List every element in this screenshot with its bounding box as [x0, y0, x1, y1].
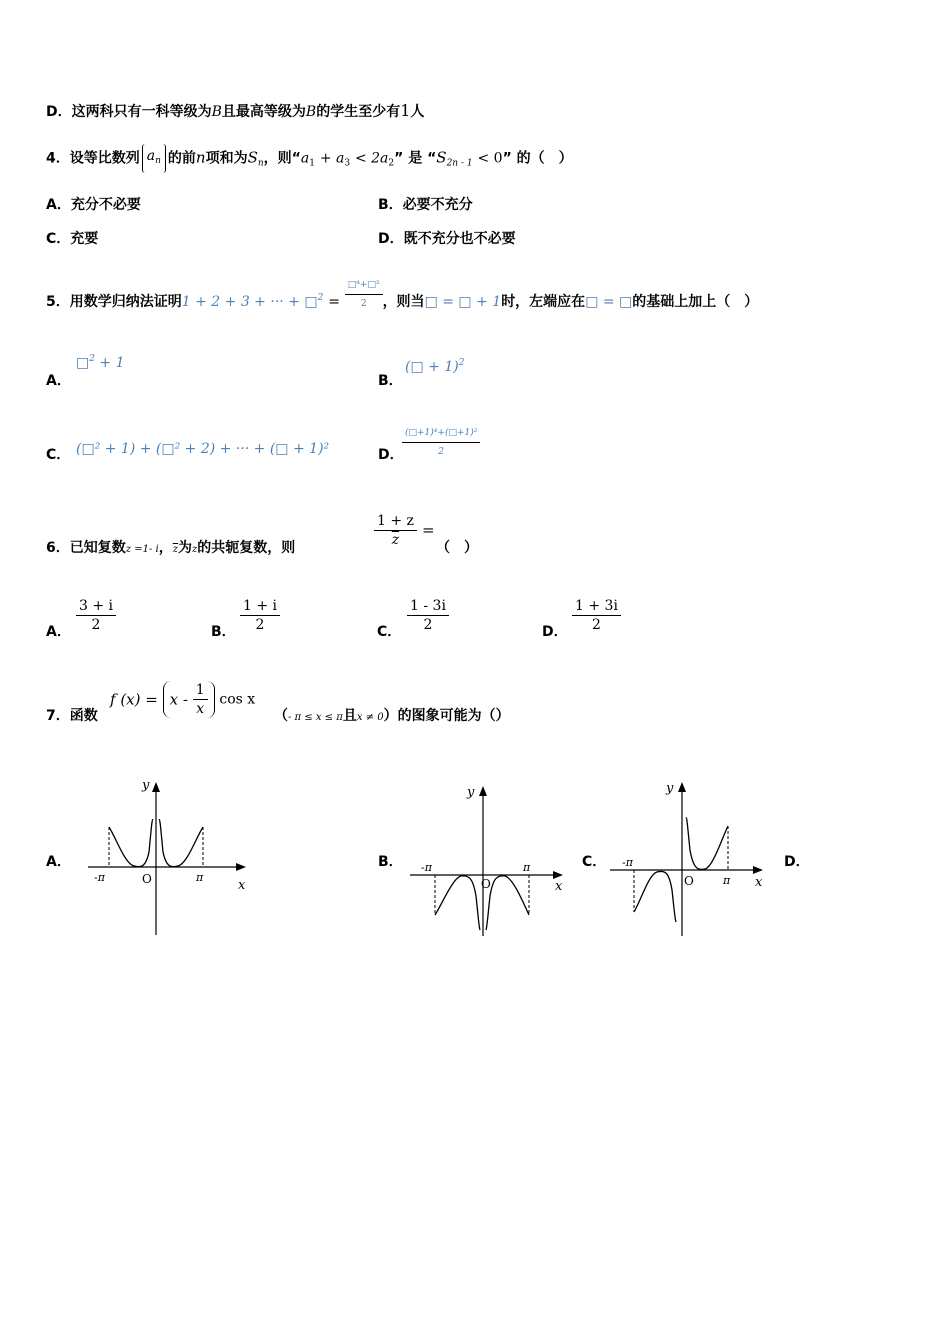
q5-opt-d-den: 2	[438, 447, 445, 457]
q6-sep: ，	[158, 540, 173, 556]
q5-lhs-text: 1 + 2 + 3 + ··· + □	[181, 294, 318, 310]
q4-cond-s-sub: 2n - 1	[446, 158, 473, 169]
q4-cond-a1-sub: 1	[309, 158, 315, 169]
graph-c-pos-pi: π	[723, 874, 731, 887]
q7-graph-a[interactable]	[80, 772, 260, 937]
q7-xden: x	[196, 701, 205, 717]
q7-x-minus: x -	[169, 690, 188, 709]
q3d-text-1: 这两科只有一科等级为	[71, 104, 212, 120]
q5-text-1: 用数学归纳法证明	[69, 294, 182, 310]
graph-b-x-label: x	[555, 879, 563, 894]
q7-option-a-label[interactable]: A．	[46, 854, 71, 870]
q5-number: 5．	[46, 294, 70, 310]
q4-lquote: “	[291, 150, 301, 167]
q6-f-num: 1 + z	[374, 512, 417, 531]
q6-zbar: $\overline{z}$	[172, 544, 178, 555]
q5-cond-1: □ = □ + 1	[424, 294, 502, 310]
q7-fx: f (x) =	[110, 690, 158, 709]
q7-function	[110, 681, 255, 718]
q6-opt-b-num: 1 + i	[240, 597, 280, 616]
q6-option-b-label[interactable]: B．	[211, 624, 236, 640]
q6-opt-b-den: 2	[255, 617, 265, 633]
q6-option-a[interactable]	[76, 597, 116, 634]
q3d-label: D．	[46, 104, 72, 120]
q4-text-5: 是	[408, 150, 423, 167]
q4-cond-s: S	[436, 148, 447, 167]
q5-option-c[interactable]: (□² + 1) + (□² + 2) + ··· + (□ + 1)²	[76, 441, 330, 457]
q7-one: 1	[193, 681, 208, 700]
q7-option-b-label[interactable]: B．	[378, 854, 403, 870]
q7-paren-group	[163, 681, 215, 718]
graph-a-curve-left	[109, 820, 153, 867]
graph-c-x-arrow	[753, 866, 763, 874]
q5-opt-a-sup: 2	[89, 354, 95, 364]
graph-c-y-arrow	[678, 782, 686, 792]
q5-option-b[interactable]	[405, 358, 464, 375]
q7-graph-c[interactable]	[605, 772, 775, 937]
q4-option-a[interactable]: A．充分不必要	[46, 197, 141, 213]
q6-option-d-label[interactable]: D．	[542, 624, 568, 640]
q6-opt-c-frac	[407, 597, 449, 634]
q4-seq-a: a	[146, 148, 156, 164]
q4-n: n	[195, 148, 206, 167]
graph-a-y-arrow	[152, 782, 160, 792]
q5-cond-2: □ = □	[585, 294, 633, 310]
q5-text-4: 的基础上加上（ ）	[632, 294, 759, 310]
graph-c-origin: O	[684, 874, 694, 888]
q4-lquote-2: “	[427, 150, 437, 167]
q7-condition	[274, 706, 510, 728]
q5-option-d-label[interactable]: D．	[378, 447, 404, 463]
graph-c-y-label: y	[666, 781, 674, 796]
q4-cond-lt0: < 0	[477, 150, 503, 167]
graph-b-y-arrow	[479, 786, 487, 796]
q5-opt-a-tail: + 1	[99, 355, 125, 371]
q4-rquote-2: ”	[502, 150, 512, 167]
graph-c-curve-left	[634, 871, 676, 922]
q5-option-a-label[interactable]: A．	[46, 373, 71, 389]
q6-text-2: 为	[177, 540, 192, 556]
q5-text-2: ，则当	[382, 294, 425, 310]
graph-b-pos-pi: π	[523, 861, 531, 874]
q5-equals: =	[328, 294, 340, 310]
q5-option-d[interactable]	[402, 424, 480, 461]
q6-z: z	[191, 544, 198, 555]
q6-fraction	[374, 512, 417, 549]
q4-rquote: ”	[394, 150, 404, 167]
q6-option-c-label[interactable]: C．	[377, 624, 402, 640]
q6-number: 6．	[46, 540, 70, 556]
graph-a-x-arrow	[236, 863, 246, 871]
q6-opt-a-den: 2	[91, 617, 101, 633]
q6-expression	[374, 512, 435, 549]
q4-text-4: ，则	[263, 150, 292, 167]
q3-option-d	[46, 101, 424, 122]
q7-range: - π ≤ x ≤ π	[288, 712, 343, 723]
q3d-text-2: 且最高等级为	[221, 104, 306, 120]
q7-cosx: cos x	[219, 691, 256, 708]
graph-a-neg-pi: -π	[94, 871, 105, 884]
q4-cond-2a2: < 2a	[354, 150, 389, 167]
q3d-count: 1	[400, 101, 411, 120]
graph-c-neg-pi: -π	[622, 856, 633, 869]
q5-opt-d-fraction	[402, 424, 480, 461]
graph-b-y-label: y	[467, 785, 475, 800]
q5-opt-b-sup: 2	[458, 358, 465, 368]
q3d-grade-b-1: B	[211, 104, 222, 120]
q7-number: 7．	[46, 708, 70, 724]
q4-number: 4．	[46, 150, 70, 167]
q6-opt-c-num: 1 - 3i	[407, 597, 449, 616]
q6-opt-a-num: 3 + i	[76, 597, 116, 616]
q4-text-3: 项和为	[205, 150, 248, 167]
graph-a-y-label: y	[142, 778, 150, 793]
graph-a-pos-pi: π	[196, 871, 204, 884]
q6-option-c[interactable]	[407, 597, 449, 634]
q5-opt-d-num: (□+1)⁴+(□+1)²	[402, 424, 480, 443]
q5-text-3: 时，左端应在	[501, 294, 586, 310]
q7-text-1: 函数	[69, 708, 98, 724]
q6-f-den: z	[391, 532, 400, 548]
q5-rhs-num: □⁴+□²	[345, 276, 383, 295]
q4-sequence	[142, 144, 166, 173]
q3d-text-4: 人	[410, 104, 425, 120]
q6-opt-b-frac	[240, 597, 280, 634]
graph-c-x-label: x	[755, 875, 763, 890]
graph-b-curve-left	[435, 876, 480, 930]
q6-option-d[interactable]	[572, 597, 621, 634]
q4-option-c[interactable]: C．充要	[46, 231, 99, 247]
q7-number-text	[46, 706, 98, 726]
q6-opt-d-frac	[572, 597, 621, 634]
q4-text-1: 设等比数列	[69, 150, 140, 167]
q7-option-c-label[interactable]: C．	[582, 854, 607, 870]
graph-b-origin: O	[481, 877, 491, 891]
q7-lparen: （	[274, 708, 288, 724]
q3d-grade-b-2: B	[305, 104, 317, 120]
q6-z-def: z =1- i	[125, 544, 159, 555]
q6-text-3: 的共轭复数，则	[197, 540, 296, 556]
q3d-text-3: 的学生至少有	[316, 104, 401, 120]
q4-cond-a3-sub: 3	[344, 158, 351, 169]
q6-option-b[interactable]	[240, 597, 280, 634]
q4-text-6: 的（ ）	[516, 150, 573, 167]
q4-cond-2a2-sub: 2	[388, 158, 395, 169]
q4-seq-sub: n	[155, 156, 161, 166]
q6-f-eq: =	[422, 521, 435, 539]
q4-s-sub: n	[257, 158, 264, 169]
q4-s: S	[247, 148, 258, 167]
graph-b-x-arrow	[553, 871, 563, 879]
graph-a-curve-right	[159, 820, 203, 867]
q7-one-over-x	[193, 681, 208, 718]
q7-text-2: ）的图象可能为（）	[383, 708, 510, 724]
q7-ne: x ≠ 0	[356, 712, 384, 723]
q4-stem	[46, 144, 573, 174]
q5-rhs-fraction	[345, 276, 383, 313]
q6-opt-d-den: 2	[592, 617, 601, 633]
q6-opt-c-den: 2	[423, 617, 433, 633]
q7-graph-b[interactable]	[405, 778, 575, 938]
q5-opt-a-base: □	[76, 355, 90, 371]
q4-text-2: 的前	[167, 150, 196, 167]
q5-lhs-sup: 2	[317, 293, 324, 303]
q4-option-b[interactable]: B．必要不充分	[378, 197, 473, 213]
q4-cond-a3: + a	[319, 150, 345, 167]
q5-stem	[46, 279, 759, 313]
q6-text-1: 已知复数	[69, 540, 126, 556]
q6-stem-left	[46, 538, 295, 560]
graph-b-curve-right	[486, 876, 529, 930]
q6-paren: （ ）	[436, 540, 478, 556]
q4-option-d[interactable]: D．既不充分也不必要	[378, 231, 516, 247]
graph-a-origin: O	[142, 872, 152, 886]
q5-option-a[interactable]	[76, 354, 125, 371]
q7-and: 且	[342, 708, 357, 724]
q7-option-d-label[interactable]: D．	[784, 854, 810, 870]
q5-option-b-label[interactable]: B．	[378, 373, 403, 389]
q6-opt-a-frac	[76, 597, 116, 634]
q6-opt-d-num: 1 + 3i	[572, 597, 621, 616]
q5-lhs	[182, 294, 324, 310]
q4-cond-a1: a	[300, 150, 310, 167]
q5-rhs-den: 2	[360, 298, 367, 309]
graph-c-curve-right	[686, 818, 728, 870]
graph-b-neg-pi: -π	[421, 861, 432, 874]
q5-opt-b-base: (□ + 1)	[405, 359, 459, 375]
graph-a-x-label: x	[238, 878, 246, 893]
q5-option-c-label[interactable]: C．	[46, 447, 71, 463]
q6-option-a-label[interactable]: A．	[46, 624, 71, 640]
